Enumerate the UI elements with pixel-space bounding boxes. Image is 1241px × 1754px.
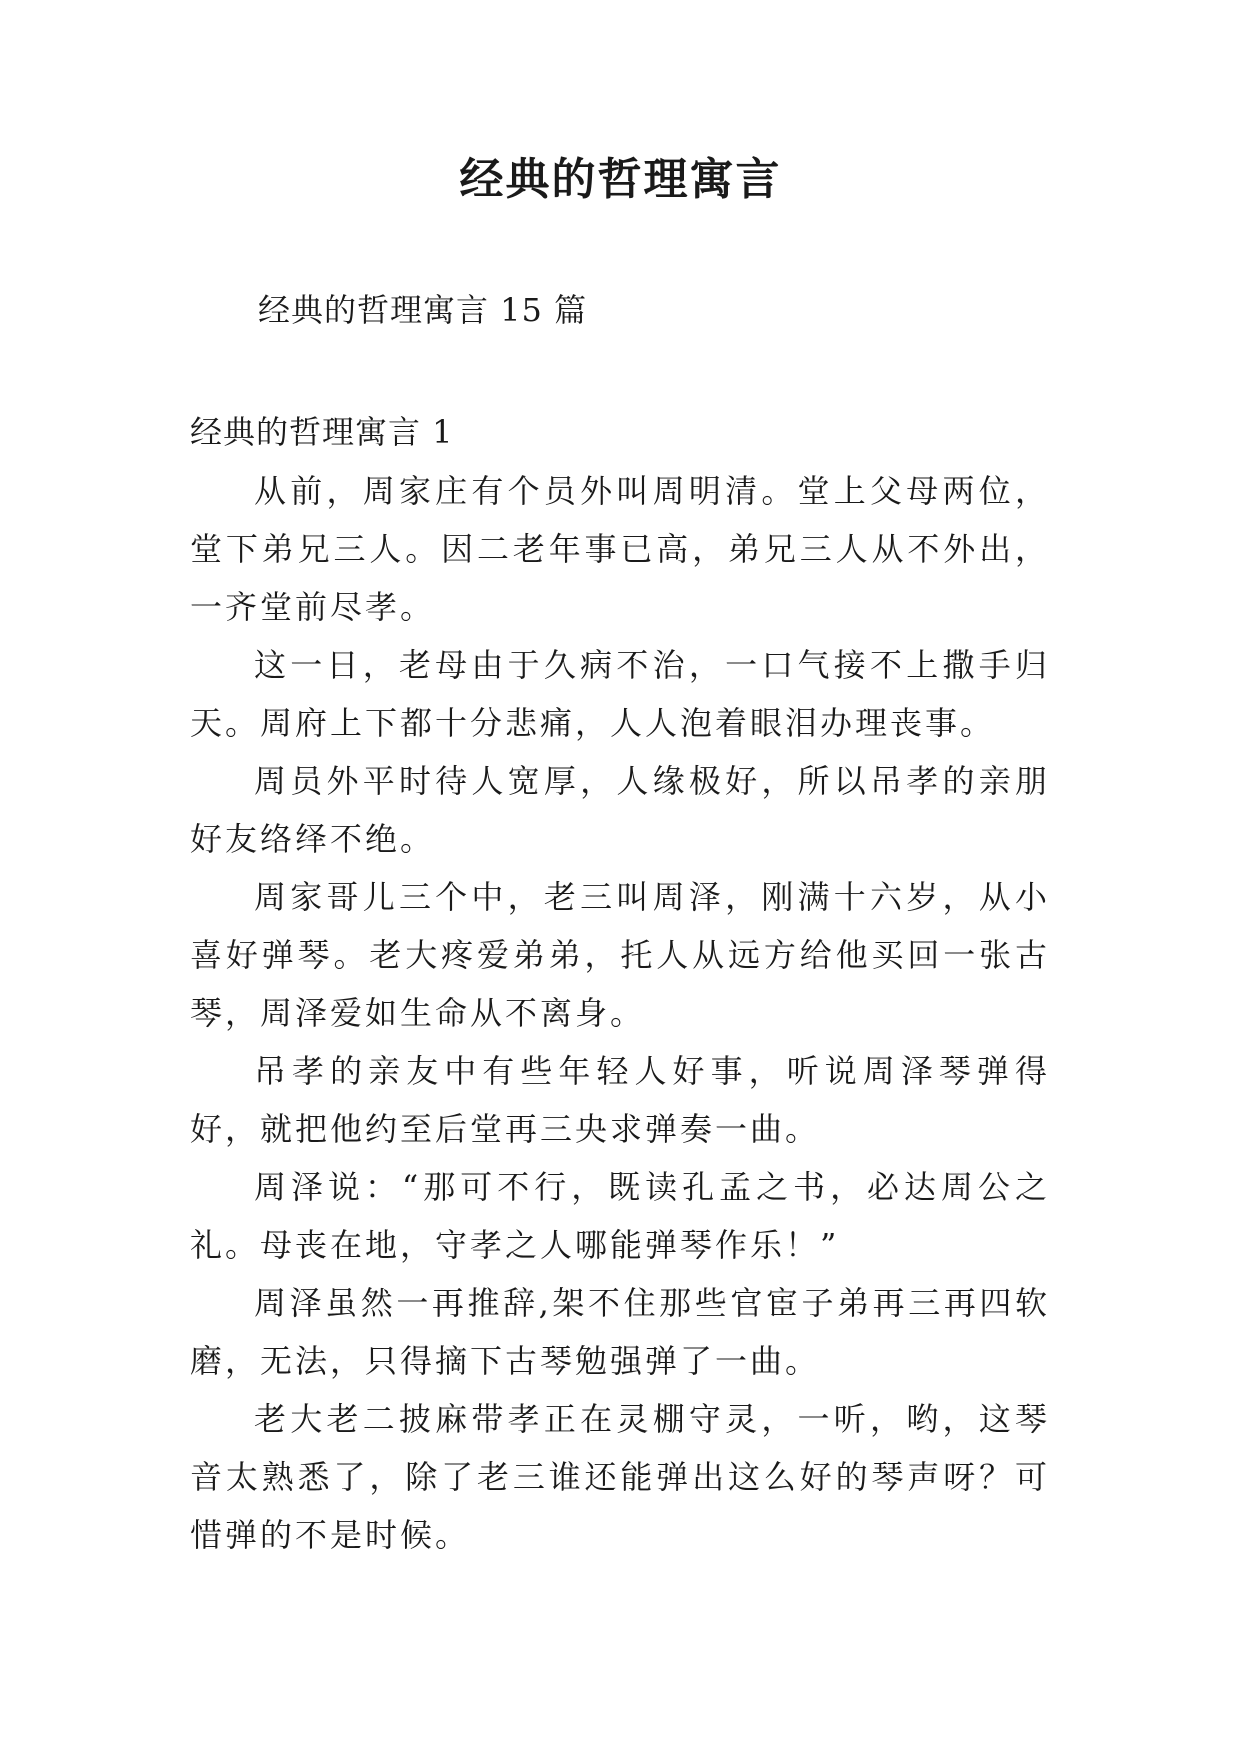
paragraph: 从前，周家庄有个员外叫周明清。堂上父母两位，堂下弟兄三人。因二老年事已高，弟兄三人从不外出，一齐堂前尽孝。 xyxy=(190,472,1050,626)
paragraph: 周泽虽然一再推辞,架不住那些官宦子弟再三再四软磨，无法，只得摘下古琴勉强弹了一曲。 xyxy=(190,1284,1050,1380)
paragraph: 这一日，老母由于久病不治，一口气接不上撒手归天。周府上下都十分悲痛，人人泡着眼泪办理丧事。 xyxy=(190,646,1050,742)
paragraph: 老大老二披麻带孝正在灵棚守灵，一听，哟，这琴音太熟悉了，除了老三谁还能弹出这么好的琴声呀？可惜弹的不是时候。 xyxy=(190,1400,1050,1554)
document-subtitle: 经典的哲理寓言 15 篇 xyxy=(258,291,588,329)
paragraph: 周员外平时待人宽厚，人缘极好，所以吊孝的亲朋好友络绎不绝。 xyxy=(190,762,1050,858)
paragraph: 周泽说：“那可不行，既读孔孟之书，必达周公之礼。母丧在地，守孝之人哪能弹琴作乐！” xyxy=(190,1168,1050,1264)
paragraph: 周家哥儿三个中，老三叫周泽，刚满十六岁，从小喜好弹琴。老大疼爱弟弟，托人从远方给他买回一张古琴，周泽爱如生命从不离身。 xyxy=(190,878,1050,1032)
paragraph: 吊孝的亲友中有些年轻人好事，听说周泽琴弹得好，就把他约至后堂再三央求弹奏一曲。 xyxy=(190,1052,1050,1148)
body-text xyxy=(190,462,1050,1564)
section-heading: 经典的哲理寓言 1 xyxy=(190,413,454,451)
document-title: 经典的哲理寓言 xyxy=(459,154,782,205)
